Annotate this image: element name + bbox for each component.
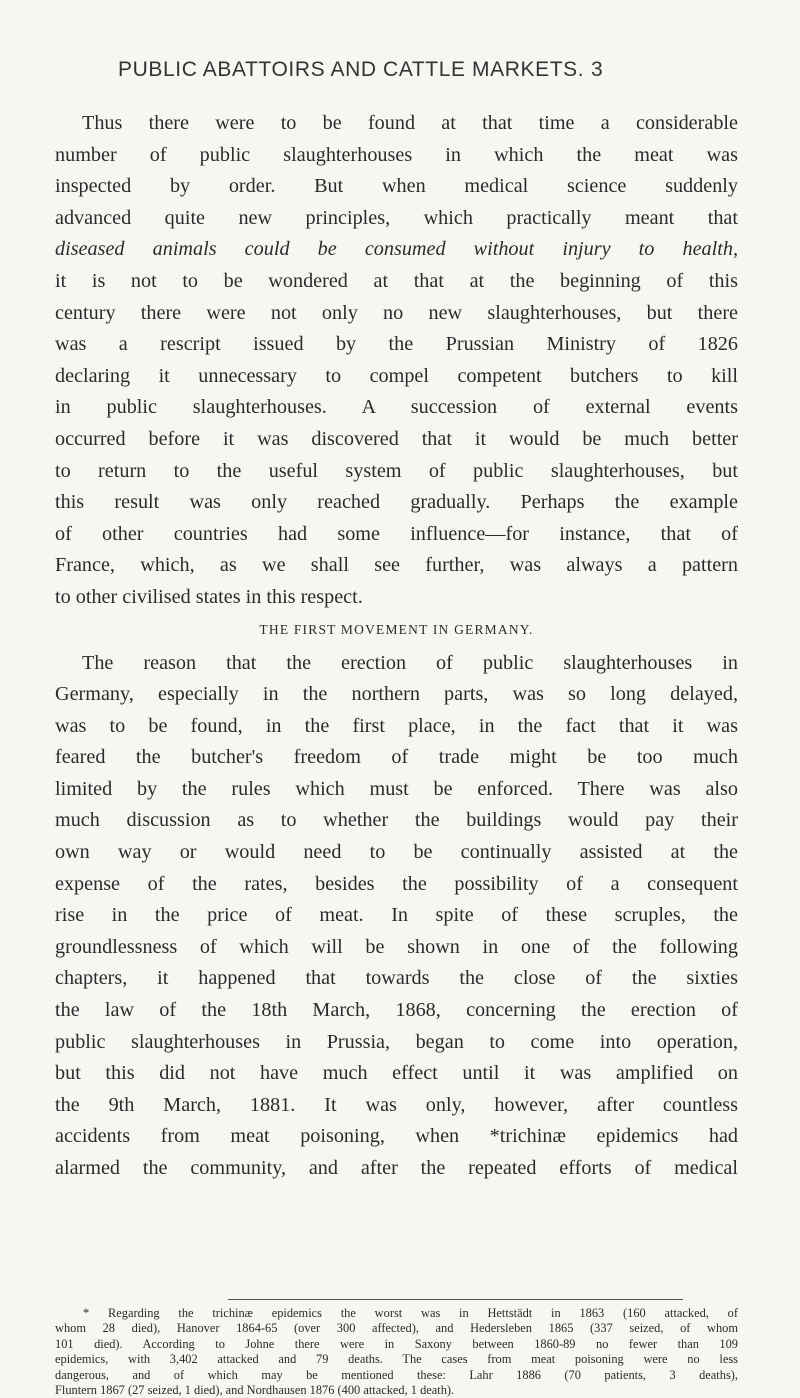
text-line: of other countries had some influence—for instance, that of	[55, 522, 738, 545]
text-line	[55, 234, 738, 266]
text-line: advanced quite new principles, which practically meant that	[55, 206, 738, 229]
text-line: rise in the price of meat. In spite of these scruples, the	[55, 904, 738, 927]
text-line: Thus there were to be found at that time a considerable	[82, 112, 738, 134]
text-line: expense of the rates, besides the possibility of a consequent	[55, 872, 738, 895]
text-line: to return to the useful system of public slaughterhouses, but	[55, 459, 738, 482]
text-line: France, which, as we shall see further, was always a pattern	[55, 554, 738, 577]
page-number: 3	[591, 58, 603, 81]
text-line: to other civilised states in this respect.	[55, 585, 363, 608]
paragraph-1	[55, 108, 738, 614]
text-line: this result was only reached gradually. Perhaps the example	[55, 491, 738, 514]
footnote-line: epidemics, with 3,402 attacked and 79 deaths. The cases from meat poisoning were no less	[55, 1352, 738, 1367]
footnote-line: * Regarding the trichinæ epidemics the worst was in Hettstädt in 1863 (160 attacked, of	[83, 1306, 738, 1320]
text-line: occurred before it was discovered that it would be much better	[55, 427, 738, 450]
footnote	[55, 1306, 738, 1398]
text-line: limited by the rules which must be enforced. There was also	[55, 777, 738, 800]
text-line: in public slaughterhouses. A succession of external events	[55, 396, 738, 419]
text-line: the 9th March, 1881. It was only, however, after countless	[55, 1093, 738, 1116]
footnote-line: 101 died). According to Johne there were in Saxony between 1860-89 no fewer than 109	[55, 1336, 738, 1351]
text-line: accidents from meat poisoning, when *trichinæ epidemics had	[55, 1125, 738, 1148]
text-line: number of public slaughterhouses in which the meat was	[55, 143, 738, 166]
italic-phrase: diseased animals could be consumed without injury to health,	[55, 238, 738, 261]
text-line: it is not to be wondered at that at the beginning of this	[55, 269, 738, 292]
text-line: feared the butcher's freedom of trade might be too much	[55, 746, 738, 769]
footnote-line: Fluntern 1867 (27 seized, 1 died), and Nordhausen 1876 (400 attacked, 1 death).	[55, 1383, 455, 1398]
section-heading: THE FIRST MOVEMENT IN GERMANY.	[259, 621, 534, 637]
text-line: chapters, it happened that towards the close of the sixties	[55, 967, 738, 990]
running-head	[0, 58, 800, 88]
text-line: but this did not have much effect until it was amplified on	[55, 1062, 738, 1085]
text-line: The reason that the erection of public slaughterhouses in	[82, 651, 738, 674]
running-title: PUBLIC ABATTOIRS AND CATTLE MARKETS.	[118, 58, 585, 81]
text-line: declaring it unnecessary to compel competent butchers to kill	[55, 364, 738, 387]
paragraph-2	[55, 648, 738, 1185]
footnote-divider	[228, 1299, 683, 1300]
text-line: alarmed the community, and after the repeated efforts of medical	[55, 1157, 738, 1179]
text-line: was a rescript issued by the Prussian Ministry of 1826	[55, 333, 738, 356]
footnote-line: whom 28 died), Hanover 1864-65 (over 300 affected), and Hedersleben 1865 (337 seized, of whom	[55, 1321, 738, 1336]
body-text	[55, 108, 738, 1185]
text-line: groundlessness of which will be shown in one of the following	[55, 935, 738, 958]
text-line: own way or would need to be continually assisted at the	[55, 841, 738, 864]
text-line: much discussion as to whether the buildings would pay their	[55, 809, 738, 832]
text-line: was to be found, in the first place, in the fact that it was	[55, 714, 738, 737]
text-line: the law of the 18th March, 1868, concerning the erection of	[55, 999, 738, 1022]
text-line: century there were not only no new slaughterhouses, but there	[55, 301, 738, 324]
text-line: public slaughterhouses in Prussia, began to come into operation,	[55, 1030, 738, 1053]
text-line: Germany, especially in the northern parts, was so long delayed,	[55, 683, 738, 706]
text-line: inspected by order. But when medical science suddenly	[55, 175, 738, 198]
footnote-line: dangerous, and of which may be mentioned these: Lahr 1886 (70 patients, 3 deaths),	[55, 1367, 738, 1382]
